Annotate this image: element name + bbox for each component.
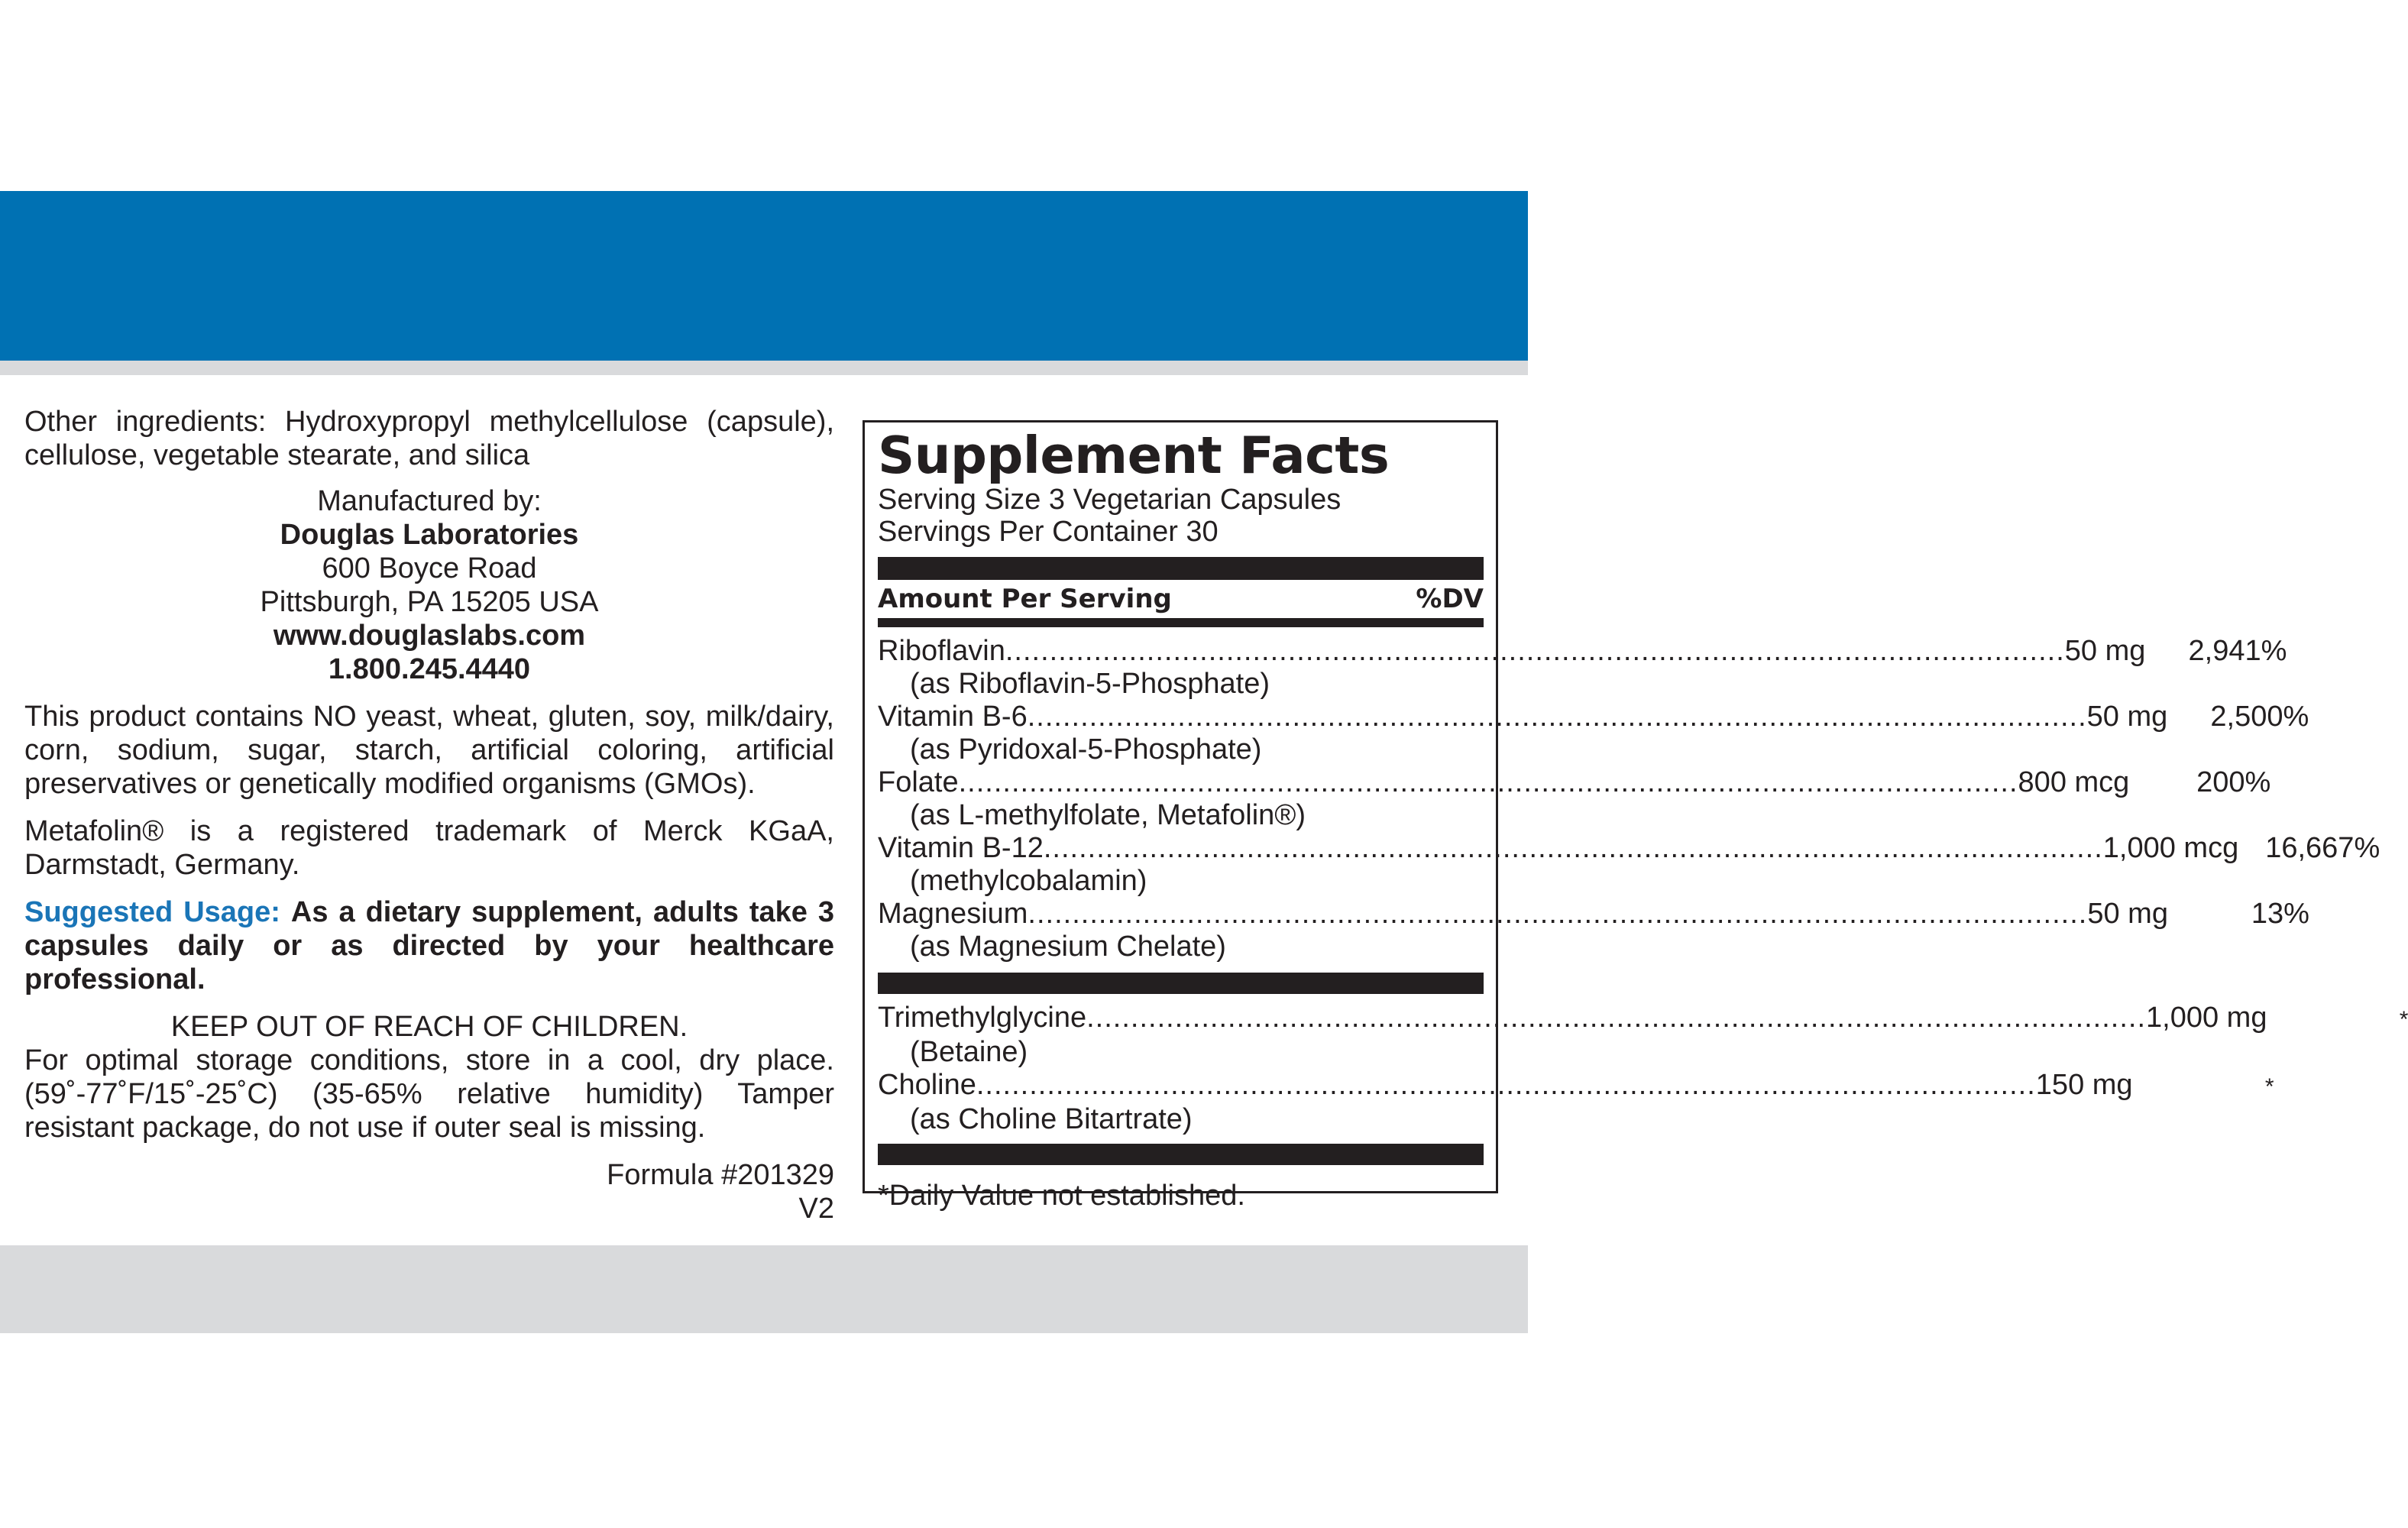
manufactured-by: Manufactured by: [317, 485, 542, 517]
nutrient-dv: * [2264, 1074, 2274, 1099]
nutrient-amount: 50 mg [2087, 898, 2168, 930]
nutrient-amount: 50 mg [2064, 635, 2146, 667]
serving-size: Serving Size 3 Vegetarian Capsules [878, 484, 1342, 516]
nutrient-row [878, 766, 2271, 799]
leader-dots: ........................................................................................................................ [1043, 832, 2103, 864]
nutrient-source: (Betaine) [910, 1036, 1028, 1068]
top-blue-band [0, 191, 1528, 361]
nutrient-row [878, 701, 2309, 733]
nutrient-row [878, 898, 2309, 931]
leader-dots: ........................................................................................................................ [958, 766, 2018, 798]
child-warning: KEEP OUT OF REACH OF CHILDREN. [170, 1011, 688, 1043]
bottom-grey-band [0, 1245, 1528, 1333]
formula-number: Formula #201329 [607, 1159, 834, 1191]
leader-dots: ........................................................................................................................ [1028, 898, 2088, 930]
nutrient-source: (as L-methylfolate, Metafolin®) [910, 799, 1306, 831]
facts-rule-header [878, 618, 1484, 627]
storage-instructions: For optimal storage conditions, store in a cool, dry place. (59˚-77˚F/15˚-25˚C) (35-65% relative humidity) Tamper resistant package, do not use if outer seal is missing. [24, 1044, 834, 1144]
nutrient-row [878, 1069, 2274, 1103]
supplement-facts-panel [863, 420, 2408, 1212]
nutrient-name: Vitamin B-12 [878, 832, 1044, 864]
label-text-column [24, 405, 834, 1225]
facts-title: Supplement Facts [878, 426, 1390, 485]
nutrient-dv: 2,941% [2188, 635, 2287, 667]
leader-dots: ........................................................................................................................ [1005, 635, 2065, 667]
free-from-statement: This product contains NO yeast, wheat, gluten, soy, milk/dairy, corn, sodium, sugar, starch, artificial coloring, artificial preservatives or genetically modified organisms (GMOs). [24, 701, 834, 800]
nutrient-name: Choline [878, 1069, 976, 1101]
servings-per-container: Servings Per Container 30 [878, 516, 1219, 548]
nutrient-source: (as Magnesium Chelate) [910, 931, 1226, 963]
nutrient-amount: 1,000 mg [2146, 1002, 2267, 1034]
city-address: Pittsburgh, PA 15205 USA [260, 586, 599, 618]
nutrient-amount: 800 mcg [2018, 766, 2130, 798]
website-link[interactable]: www.douglaslabs.com [273, 620, 586, 652]
nutrient-source: (as Pyridoxal-5-Phosphate) [910, 733, 1262, 766]
facts-rule-top [878, 557, 1484, 580]
facts-rule-bottom [878, 1144, 1484, 1165]
nutrient-row [878, 832, 2380, 865]
trademark-notice: Metafolin® is a registered trademark of Merck KGaA, Darmstadt, Germany. [24, 815, 834, 881]
company-name: Douglas Laboratories [280, 519, 579, 551]
phone-number: 1.800.245.4440 [328, 653, 531, 685]
nutrient-list [878, 635, 2380, 963]
nutrient-name: Trimethylglycine [878, 1002, 1087, 1034]
leader-dots: ........................................................................................................................ [1086, 1002, 2147, 1034]
nutrient-source: (as Riboflavin-5-Phosphate) [910, 668, 1270, 700]
nutrient-dv: 13% [2251, 898, 2309, 930]
facts-rule-middle [878, 973, 1484, 994]
daily-value-footnote: *Daily Value not established. [878, 1180, 1245, 1212]
amount-header-row [878, 580, 1484, 618]
other-nutrient-list [878, 1002, 2408, 1136]
nutrient-dv: * [2399, 1007, 2408, 1032]
nutrient-row [878, 1002, 2408, 1036]
nutrient-amount: 1,000 mcg [2102, 832, 2239, 864]
dv-header: %DV [1416, 584, 1484, 614]
other-ingredients: Other ingredients: Hydroxypropyl methylcellulose (capsule), cellulose, vegetable stearate, and silica [24, 406, 834, 471]
nutrient-name: Riboflavin [878, 635, 1005, 667]
street-address: 600 Boyce Road [322, 552, 537, 584]
leader-dots: ........................................................................................................................ [976, 1069, 2036, 1101]
nutrient-name: Vitamin B-6 [878, 701, 1028, 733]
grey-divider-band [0, 361, 1528, 375]
nutrient-source: (as Choline Bitartrate) [910, 1103, 1193, 1135]
version-code: V2 [798, 1193, 834, 1225]
nutrient-dv: 200% [2196, 766, 2271, 798]
amount-per-serving-header: Amount Per Serving [878, 584, 1172, 614]
nutrient-dv: 2,500% [2210, 701, 2309, 733]
suggested-usage-text: As a dietary supplement, adults take 3 capsules daily or as directed by your healthcare professional. [24, 896, 834, 995]
nutrient-dv: 16,667% [2265, 832, 2380, 864]
leader-dots: ........................................................................................................................ [1027, 701, 2087, 733]
suggested-usage [24, 895, 834, 996]
nutrient-name: Folate [878, 766, 959, 798]
nutrient-amount: 50 mg [2086, 701, 2168, 733]
nutrient-amount: 150 mg [2035, 1069, 2133, 1101]
nutrient-source: (methylcobalamin) [910, 865, 1147, 897]
nutrient-name: Magnesium [878, 898, 1028, 930]
suggested-usage-label: Suggested Usage: [24, 896, 280, 928]
nutrient-row [878, 635, 2287, 668]
